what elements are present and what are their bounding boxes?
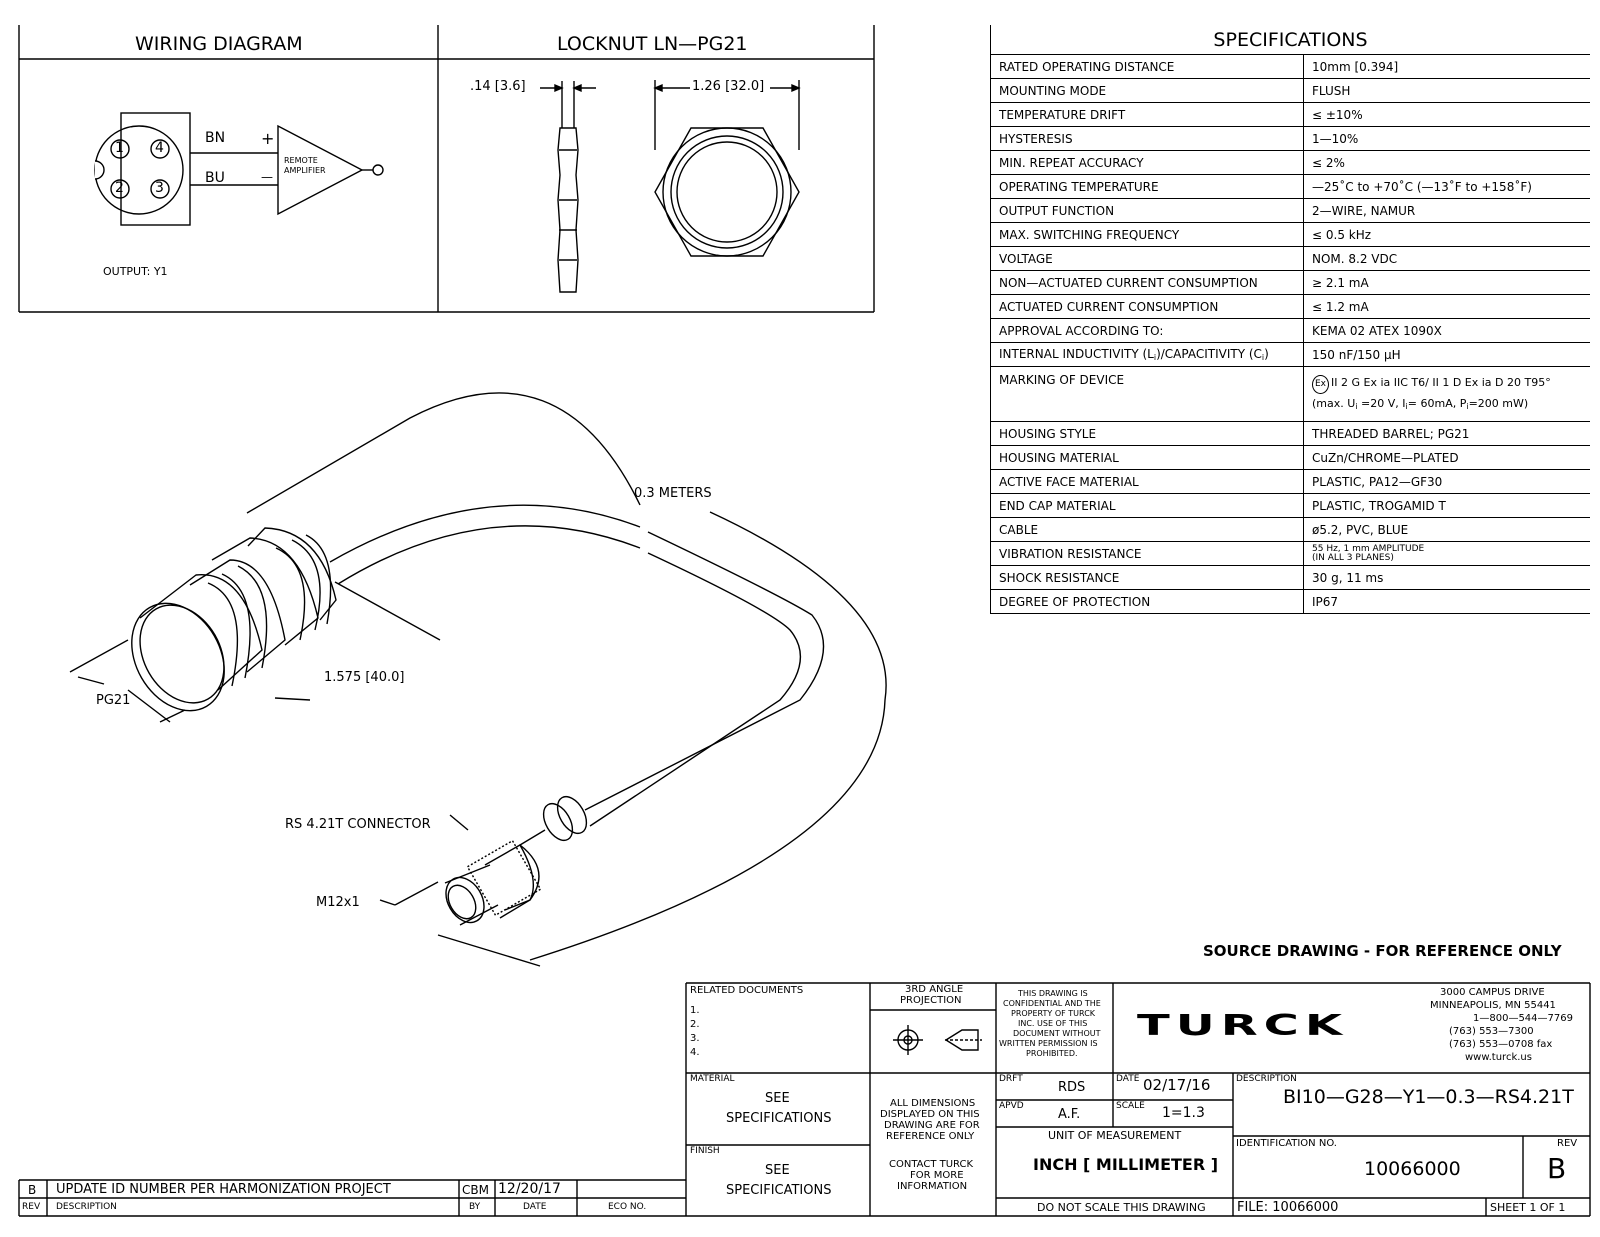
output-label: OUTPUT: Y1 <box>103 265 168 278</box>
spec-label: MOUNTING MODE <box>991 79 1304 103</box>
spec-value: Ex II 2 G Ex ia IIC T6/ II 1 D Ex ia D 20 T95° (max. $U_i =20$ V, $I_i= 60mA$, $P_i=200$ mW) <box>1304 367 1591 422</box>
spec-value: THREADED BARREL; PG21 <box>1304 422 1591 446</box>
dims-note-4: REFERENCE ONLY <box>886 1131 975 1142</box>
spec-label: MAX. SWITCHING FREQUENCY <box>991 223 1304 247</box>
locknut-title: LOCKNUT LN—PG21 <box>557 33 748 55</box>
table-row <box>991 590 1591 614</box>
spec-value: ≤ 0.5 kHz <box>1304 223 1591 247</box>
pin-2: 2 <box>115 180 124 196</box>
address-5: (763) 553—0708 fax <box>1449 1039 1553 1050</box>
table-row <box>991 295 1591 319</box>
apvd-label: APVD <box>999 1101 1024 1111</box>
table-row <box>991 271 1591 295</box>
spec-rows <box>991 566 1591 614</box>
spec-value: CuZn/CHROME—PLATED <box>1304 446 1591 470</box>
finish-value-1: SEE <box>765 1163 790 1178</box>
identification-label: IDENTIFICATION NO. <box>1236 1138 1337 1149</box>
contact-1: CONTACT TURCK <box>889 1159 974 1170</box>
spec-label: CABLE <box>991 518 1304 542</box>
table-row <box>991 566 1591 590</box>
spec-label: OUTPUT FUNCTION <box>991 199 1304 223</box>
table-row <box>991 343 1591 367</box>
specifications-table <box>990 25 1590 614</box>
rev-header-by: BY <box>469 1202 481 1212</box>
locknut-side-view <box>540 81 596 292</box>
date-label: DATE <box>1116 1074 1140 1084</box>
minus-sign: — <box>261 170 273 184</box>
address-4: (763) 553—7300 <box>1449 1026 1534 1037</box>
ex-mark-icon: Ex <box>1312 375 1329 394</box>
table-row <box>991 518 1591 542</box>
spec-label: HYSTERESIS <box>991 127 1304 151</box>
specifications-title: SPECIFICATIONS <box>991 25 1591 55</box>
rev-row-description: UPDATE ID NUMBER PER HARMONIZATION PROJECT <box>56 1182 391 1197</box>
spec-value: 1—10% <box>1304 127 1591 151</box>
spec-value: KEMA 02 ATEX 1090X <box>1304 319 1591 343</box>
spec-label: VIBRATION RESISTANCE <box>991 542 1304 566</box>
confidential-1: THIS DRAWING IS <box>1018 989 1088 998</box>
spec-label: INTERNAL INDUCTIVITY $(L_i)$/CAPACITIVITY $(C_i)$ <box>991 343 1304 367</box>
description-label: DESCRIPTION <box>1236 1074 1297 1084</box>
table-row <box>991 542 1591 566</box>
spec-label: ACTIVE FACE MATERIAL <box>991 470 1304 494</box>
dims-note-1: ALL DIMENSIONS <box>890 1098 976 1109</box>
spec-value: ≤ ±10% <box>1304 103 1591 127</box>
cable-length-label: 0.3 METERS <box>634 486 712 501</box>
thread-label: PG21 <box>96 693 131 708</box>
amp-label-1: REMOTE <box>284 156 318 165</box>
contact-3: INFORMATION <box>897 1181 968 1192</box>
reference-note: SOURCE DRAWING - FOR REFERENCE ONLY <box>1203 942 1562 960</box>
table-row <box>991 103 1591 127</box>
drft-label: DRFT <box>999 1074 1023 1084</box>
table-row <box>991 55 1591 79</box>
address-6: www.turck.us <box>1465 1052 1532 1063</box>
confidential-5: DOCUMENT WITHOUT <box>1013 1029 1101 1038</box>
spec-label: MIN. REPEAT ACCURACY <box>991 151 1304 175</box>
table-row <box>991 319 1591 343</box>
rev-value: B <box>1547 1152 1567 1185</box>
confidential-7: PROHIBITED. <box>1026 1049 1078 1058</box>
spec-label: VOLTAGE <box>991 247 1304 271</box>
spec-rows <box>991 422 1591 542</box>
related-doc-1: 1. <box>690 1005 700 1016</box>
confidential-3: PROPERTY OF TURCK <box>1011 1009 1096 1018</box>
table-row <box>991 199 1591 223</box>
spec-label: HOUSING MATERIAL <box>991 446 1304 470</box>
table-row <box>991 175 1591 199</box>
spec-rows <box>991 55 1591 343</box>
pin-4: 4 <box>155 140 164 156</box>
spec-value: 55 Hz, 1 mm AMPLITUDE (IN ALL 3 PLANES) <box>1304 542 1591 566</box>
spec-label: NON—ACTUATED CURRENT CONSUMPTION <box>991 271 1304 295</box>
connector-face-symbol <box>95 113 383 225</box>
spec-value: IP67 <box>1304 590 1591 614</box>
spec-label: RATED OPERATING DISTANCE <box>991 55 1304 79</box>
address-1: 3000 CAMPUS DRIVE <box>1440 987 1545 998</box>
related-doc-3: 3. <box>690 1033 700 1044</box>
spec-label: APPROVAL ACCORDING TO: <box>991 319 1304 343</box>
wire-bn-label: BN <box>205 130 226 146</box>
rev-row-rev: B <box>28 1183 37 1197</box>
table-row <box>991 247 1591 271</box>
spec-value: ø5.2, PVC, BLUE <box>1304 518 1591 542</box>
spec-value: PLASTIC, PA12—GF30 <box>1304 470 1591 494</box>
spec-value: —25˚C to +70˚C (—13˚F to +158˚F) <box>1304 175 1591 199</box>
table-row <box>991 127 1591 151</box>
sheet-label: SHEET 1 OF 1 <box>1490 1201 1566 1214</box>
spec-label: ACTUATED CURRENT CONSUMPTION <box>991 295 1304 319</box>
rev-header-rev: REV <box>22 1202 41 1212</box>
finish-label: FINISH <box>690 1146 720 1156</box>
wiring-title: WIRING DIAGRAM <box>135 33 303 55</box>
contact-2: FOR MORE <box>910 1170 964 1181</box>
table-row <box>991 367 1591 422</box>
rev-header-eco: ECO NO. <box>608 1202 647 1212</box>
connector-thread-label: M12x1 <box>316 895 360 910</box>
unit-value: INCH [ MILLIMETER ] <box>1033 1155 1219 1174</box>
scale-label: SCALE <box>1116 1101 1145 1111</box>
drft-value: RDS <box>1058 1080 1086 1095</box>
confidential-4: INC. USE OF THIS <box>1018 1019 1088 1028</box>
address-2: MINNEAPOLIS, MN 55441 <box>1430 1000 1556 1011</box>
spec-value: FLUSH <box>1304 79 1591 103</box>
unit-label: UNIT OF MEASUREMENT <box>1048 1129 1182 1142</box>
dims-note-3: DRAWING ARE FOR <box>884 1120 980 1131</box>
spec-value: ≥ 2.1 mA <box>1304 271 1591 295</box>
related-documents-label: RELATED DOCUMENTS <box>690 985 804 996</box>
plus-sign: + <box>261 129 275 148</box>
file-label: FILE: 10066000 <box>1237 1200 1339 1215</box>
wire-bu-label: BU <box>205 170 225 186</box>
dims-note-2: DISPLAYED ON THIS <box>880 1109 980 1120</box>
rev-row-date: 12/20/17 <box>498 1181 561 1197</box>
spec-label: DEGREE OF PROTECTION <box>991 590 1304 614</box>
sensor-isometric <box>70 393 886 966</box>
connector-label: RS 4.21T CONNECTOR <box>285 817 431 832</box>
confidential-6: WRITTEN PERMISSION IS <box>999 1039 1098 1048</box>
turck-logo: TURCK <box>1137 1008 1349 1043</box>
rev-row-by: CBM <box>462 1183 489 1197</box>
rev-label: REV <box>1557 1138 1578 1149</box>
rev-header-description: DESCRIPTION <box>56 1202 117 1212</box>
spec-value: ≤ 1.2 mA <box>1304 295 1591 319</box>
spec-value: 30 g, 11 ms <box>1304 566 1591 590</box>
confidential-2: CONFIDENTIAL AND THE <box>1003 999 1101 1008</box>
spec-label: OPERATING TEMPERATURE <box>991 175 1304 199</box>
related-doc-2: 2. <box>690 1019 700 1030</box>
related-doc-4: 4. <box>690 1047 700 1058</box>
locknut-thickness-dim: .14 [3.6] <box>470 79 526 94</box>
spec-label: HOUSING STYLE <box>991 422 1304 446</box>
finish-value-2: SPECIFICATIONS <box>726 1183 832 1198</box>
material-label: MATERIAL <box>690 1074 735 1084</box>
material-value-2: SPECIFICATIONS <box>726 1111 832 1126</box>
spec-value: 2—WIRE, NAMUR <box>1304 199 1591 223</box>
spec-label: TEMPERATURE DRIFT <box>991 103 1304 127</box>
projection-label-1: 3RD ANGLE <box>905 984 964 995</box>
projection-label-2: PROJECTION <box>900 995 962 1006</box>
spec-label: END CAP MATERIAL <box>991 494 1304 518</box>
spec-label: SHOCK RESISTANCE <box>991 566 1304 590</box>
spec-value: ≤ 2% <box>1304 151 1591 175</box>
pin-3: 3 <box>155 180 164 196</box>
date-value: 02/17/16 <box>1143 1076 1211 1094</box>
table-row <box>991 470 1591 494</box>
apvd-value: A.F. <box>1058 1107 1081 1122</box>
table-row <box>991 79 1591 103</box>
address-3: 1—800—544—7769 <box>1473 1013 1573 1024</box>
spec-value: 150 nF/150 µH <box>1304 343 1591 367</box>
material-value-1: SEE <box>765 1091 790 1106</box>
table-row <box>991 422 1591 446</box>
table-row <box>991 446 1591 470</box>
scale-value: 1=1.3 <box>1162 1105 1205 1121</box>
locknut-width-dim: 1.26 [32.0] <box>692 79 765 94</box>
table-row <box>991 494 1591 518</box>
spec-value: PLASTIC, TROGAMID T <box>1304 494 1591 518</box>
table-row <box>991 151 1591 175</box>
amp-label-2: AMPLIFIER <box>284 166 326 175</box>
rev-header-date: DATE <box>523 1202 547 1212</box>
length-label: 1.575 [40.0] <box>324 670 405 685</box>
no-scale-note: DO NOT SCALE THIS DRAWING <box>1037 1201 1206 1214</box>
spec-label: MARKING OF DEVICE <box>991 367 1304 422</box>
identification-value: 10066000 <box>1364 1158 1461 1180</box>
pin-1: 1 <box>115 140 124 156</box>
description-value: BI10—G28—Y1—0.3—RS4.21T <box>1283 1086 1574 1108</box>
locknut-front-view <box>655 80 799 256</box>
table-row <box>991 223 1591 247</box>
spec-value: NOM. 8.2 VDC <box>1304 247 1591 271</box>
spec-value: 10mm [0.394] <box>1304 55 1591 79</box>
